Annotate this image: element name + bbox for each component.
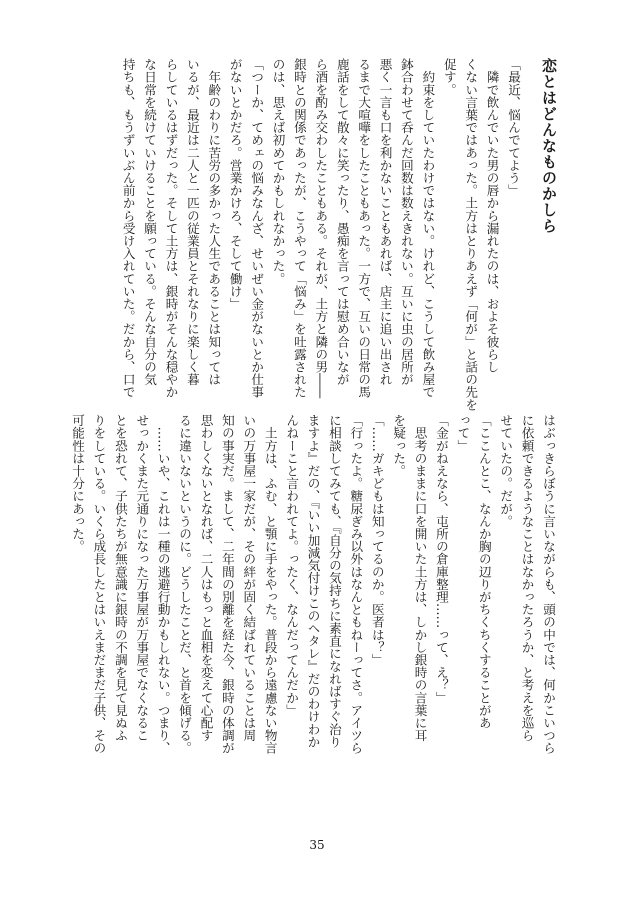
text-line: りをしている。いくら成長したとはいえまだまだ子供、その bbox=[91, 414, 107, 755]
text-line: 可能性は十分にあった。 bbox=[70, 414, 86, 553]
text-line: くない言葉ではあった。土方はとりあえず「何が」と話の先を bbox=[463, 58, 479, 411]
text-line: 持ちも、もうずいぶん前から受け入れていた。だから、口で bbox=[120, 58, 136, 399]
text-line: 「ここんとこ、なんか胸の辺りがちくちくすることがあ bbox=[476, 414, 492, 729]
text-line: ますよ』だの、『いい加減気付けこのヘタレ』だのわけわか bbox=[305, 414, 321, 748]
text-line: せっかくまた元通りになった万事屋が万事屋でなくなるこ bbox=[134, 414, 150, 742]
text-line: 隣で飲んでいた男の唇から漏れたのは、およそ彼らし bbox=[484, 58, 500, 373]
text-line: はぶっきらぼうに言いながらも、頭の中では、何かこいつら bbox=[541, 414, 556, 755]
text-line: 悪く一言も口を利かないこともあれば、店主に追い出され bbox=[377, 58, 393, 386]
text-line: 年齢のわりに苦労の多かった人生であることは知っては bbox=[206, 58, 222, 386]
text-line: 促す。 bbox=[441, 58, 457, 96]
text-line: るに違いないというのに。どうしたことだ、と首を傾げる。 bbox=[177, 414, 193, 755]
text-line: 思考のままに口を開いた土方は、しかし銀時の言葉に耳 bbox=[412, 414, 428, 742]
text-line: 銀時との関係であったが、こうやって「悩み」を吐露された bbox=[291, 58, 307, 399]
text-line: 「行ったよ。糖尿ぎみ以外はなんともねーってさ。アイツら bbox=[348, 414, 364, 755]
chapter-title: 恋とはどんなものかしら bbox=[540, 58, 558, 234]
text-line: って」 bbox=[455, 414, 471, 452]
text-line: 「金がねえなら、屯所の倉庫整理……って、え？」 bbox=[433, 414, 449, 704]
text-line: 「つーか、てめェの悩みなんざ、せいぜい金がないとか仕事 bbox=[249, 58, 265, 399]
text-line: るまで大喧嘩をしたこともあった。一方で、互いの日常の馬 bbox=[356, 58, 372, 399]
text-line: がないとかだろ。営業かけろ、そして働け」 bbox=[227, 58, 243, 310]
text-line: を疑った。 bbox=[391, 414, 407, 477]
text-line: 思わしくないとなれば、二人はもっと血相を変えて心配す bbox=[198, 414, 214, 742]
text-line: いの万事屋一家だが、その絆が固く結ばれていることは周 bbox=[241, 414, 257, 742]
text-line: ら酒を酌み交わしたこともある。それが、土方と隣の男―― bbox=[313, 58, 329, 399]
text-line: ……いや、これは一種の逃避行動かもしれない。つまり、 bbox=[155, 414, 171, 755]
text-line: らしているはずだった。そして土方は、銀時がそんな穏やか bbox=[163, 58, 179, 399]
text-line: んねーこと言われてよ。ったく、なんだってんだか」 bbox=[284, 414, 300, 717]
text-line: に相談してみても、『自分の気持ちに素直になればすぐ治り bbox=[326, 414, 342, 748]
lower-text-block bbox=[67, 414, 559, 759]
text-line: 鉢合わせて呑んだ回数は数えきれない。互いに虫の居所が bbox=[398, 58, 414, 386]
text-line: 約束をしていたわけではない。けれど、こうして飲み屋で bbox=[420, 58, 436, 399]
text-line: 鹿話をして散々に笑ったり、愚痴を言っては慰め合いなが bbox=[334, 58, 350, 386]
text-line: 知の事実だ。まして、二年間の別離を経た今、銀時の体調が bbox=[219, 414, 235, 755]
text-line: 「最近、悩んでてよう」 bbox=[506, 58, 521, 197]
text-line: のは、思えば初めてかもしれなかった。 bbox=[270, 58, 286, 285]
page-number: 35 bbox=[309, 838, 325, 852]
text-line: な日常を続けていけることを願っている。そんな自分の気 bbox=[142, 58, 158, 386]
text-line: に依頼できるようなことはなかったろうか、と考えを巡ら bbox=[519, 414, 535, 742]
upper-text-block bbox=[117, 58, 524, 411]
text-line: いるが、最近は二人と一匹の従業員とそれなりに楽しく暮 bbox=[184, 58, 200, 386]
text-line: 土方は、ふむ、と顎に手をやった。普段から遠慮ない物言 bbox=[262, 414, 278, 755]
text-line: 「……ガキどもは知ってるのか。医者は？」 bbox=[369, 414, 385, 666]
text-line: せていたの。だが。 bbox=[498, 414, 514, 528]
text-line: とを恐れて、子供たちが無意識に銀時の不調を見て見ぬふ bbox=[112, 414, 128, 742]
